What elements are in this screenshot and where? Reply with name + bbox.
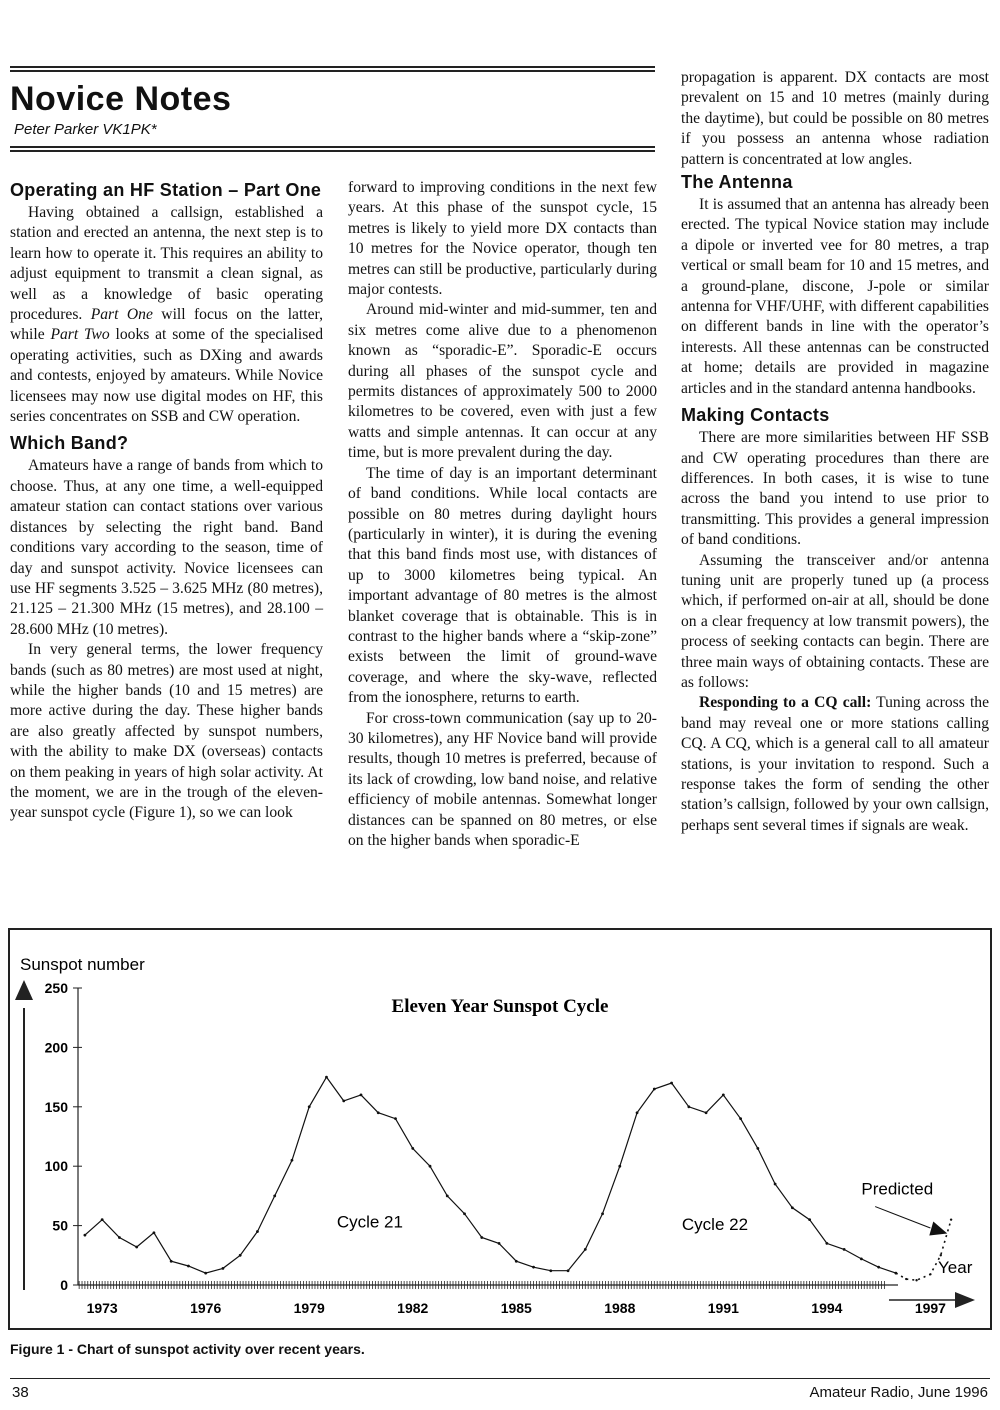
chart-marks bbox=[84, 1076, 953, 1282]
sunspot-point bbox=[273, 1195, 276, 1198]
page-number: 38 bbox=[12, 1384, 29, 1401]
sunspot-point bbox=[808, 1218, 811, 1221]
sunspot-point bbox=[135, 1246, 138, 1249]
x-tick-label: 1973 bbox=[86, 1300, 118, 1316]
sunspot-point bbox=[756, 1147, 759, 1150]
sunspot-point bbox=[515, 1260, 518, 1263]
footer-rule bbox=[10, 1378, 990, 1379]
sunspot-point bbox=[601, 1212, 604, 1215]
paragraph-band-2: In very general terms, the lower frequency bands (such as 80 metres) are most used at night, while the higher bands (10 and 15 metres) are more active during the day. These higher bands are also greatly affected by sunspot numbers, with the ability to make DX (overseas) contacts on them peaking in years of high solar activity. At the moment, we are in the trough of the eleven-year sunspot cycle (Figure 1), so we can look bbox=[10, 641, 323, 822]
y-tick-label: 150 bbox=[44, 1098, 68, 1115]
y-tick-label: 0 bbox=[60, 1277, 68, 1293]
paragraph-c2-3: The time of day is an important determinant of band conditions. While local contacts are possible on 80 metres during daylight hours (particularly in winter), it is during the evening that this band finds most use, with distances of up to 3000 kilometres being typical. An important advantage of 80 metres is the almost blanket coverage that is obtainable. This is in contrast to the higher bands where a “skip-zone” exists between the limit of ground-wave coverage, and where the sky-wave, reflected from the ionosphere, returns to earth. bbox=[348, 464, 657, 707]
sunspot-point bbox=[687, 1105, 690, 1108]
predicted-point bbox=[929, 1273, 931, 1275]
sunspot-series-line bbox=[85, 1077, 896, 1273]
x-tick-label: 1994 bbox=[811, 1300, 843, 1316]
chart-title: Eleven Year Sunspot Cycle bbox=[391, 996, 609, 1017]
sunspot-point bbox=[291, 1159, 294, 1162]
sunspot-point bbox=[774, 1183, 777, 1186]
sunspot-point bbox=[377, 1111, 380, 1114]
paragraph-c2-4: For cross-town communication (say up to 20-30 kilometres), any HF Novice band will provide results, though 10 metres is preferred, because of its lack of crowding, low band noise, and relative efficiency of mobile antennas. Somewhat longer distances can be spanned on 80 metres, or else on the higher bands when sporadic-E bbox=[348, 709, 657, 849]
y-tick-label: 50 bbox=[52, 1217, 68, 1234]
sunspot-point bbox=[308, 1105, 311, 1108]
y-axis-arrow-head bbox=[15, 980, 33, 1000]
x-axis-arrow-head bbox=[955, 1292, 975, 1308]
annotation-cycle-21: Cycle 21 bbox=[336, 1212, 403, 1232]
sunspot-point bbox=[739, 1117, 742, 1120]
paragraph-c2-1: forward to improving conditions in the next few years. At this phase of the sunspot cycle, 15 metres is likely to yield more DX contacts than 10 metres for the Novice operator, though ten metres can still be productive, particularly during major contests. bbox=[348, 179, 657, 299]
sunspot-point bbox=[394, 1117, 397, 1120]
predicted-pointer-head bbox=[929, 1222, 947, 1236]
predicted-point bbox=[940, 1254, 942, 1256]
sunspot-point bbox=[825, 1242, 828, 1245]
column-2 bbox=[348, 178, 657, 851]
sunspot-point bbox=[636, 1111, 639, 1114]
sunspot-point bbox=[843, 1248, 846, 1251]
annotation-cycle-22: Cycle 22 bbox=[681, 1214, 749, 1234]
y-axis-label: Sunspot number bbox=[20, 955, 145, 974]
column-3 bbox=[681, 68, 989, 836]
sunspot-point bbox=[653, 1088, 656, 1091]
sunspot-point bbox=[549, 1269, 552, 1272]
sunspot-point bbox=[204, 1272, 207, 1275]
author-byline: Peter Parker VK1PK* bbox=[14, 121, 157, 138]
sunspot-point bbox=[429, 1165, 432, 1168]
publication-line: Amateur Radio, June 1996 bbox=[809, 1384, 988, 1401]
header-rule-top bbox=[10, 66, 655, 72]
chart-axes bbox=[15, 955, 975, 1316]
sunspot-point bbox=[325, 1076, 328, 1079]
paragraph-c2-2: Around mid-winter and mid-summer, ten and six metres come alive due to a phenomenon known as “sporadic-E”. Sporadic-E occurs during all phases of the sunspot cycle and permits distances of approximately 500 to 2000 kilometres to be covered, even with just a few watts and simple antennas. It can occur at any time, but is more prevalent during the day. bbox=[348, 301, 657, 462]
sunspot-point bbox=[360, 1094, 363, 1097]
y-tick-label: 250 bbox=[44, 980, 68, 996]
annotation-predicted: Predicted bbox=[861, 1179, 934, 1199]
sunspot-point bbox=[705, 1111, 708, 1114]
x-tick-label: 1979 bbox=[293, 1300, 325, 1316]
predicted-pointer-line bbox=[875, 1207, 930, 1228]
figure-caption: Figure 1 - Chart of sunspot activity over recent years. bbox=[10, 1341, 365, 1357]
paragraph-antenna: It is assumed that an antenna has already been erected. The typical Novice station may include a dipole or inverted vee for 80 metres, a trap vertical or small beam for 10 and 15 metres, and a ground-plane, discone, J-pole or similar antenna for VHF/UHF, with different capabilities on different bands in line with the operator’s interests. All these antennas can be constructed at home; details are provided in magazine articles and in the standard antenna handbooks. bbox=[681, 196, 989, 397]
paragraph-band-1: Amateurs have a range of bands from which to choose. Thus, at any one time, a well-equipped amateur station can contact stations over various distances by selecting the right band. Band conditions vary according to the season, time of day and sunspot activity. Novice licensees can use HF segments 3.525 – 3.625 MHz (80 metres), 21.125 – 21.300 MHz (15 metres), and 28.100 – 28.600 MHz (10 metres). bbox=[10, 457, 323, 638]
sunspot-point bbox=[567, 1269, 570, 1272]
paragraph-c3-1: propagation is apparent. DX contacts are most prevalent on 15 and 10 metres (mainly during the daytime), but could be possible on 80 metres if you possess an antenna whose radiation pattern is concentrated at low angles. bbox=[681, 69, 989, 168]
sunspot-point bbox=[722, 1094, 725, 1097]
sunspot-point bbox=[256, 1230, 259, 1233]
sunspot-point bbox=[463, 1212, 466, 1215]
x-tick-label: 1976 bbox=[190, 1300, 222, 1316]
header-rule-bottom bbox=[10, 146, 655, 152]
y-tick-label: 200 bbox=[44, 1039, 68, 1056]
x-tick-label: 1997 bbox=[914, 1300, 946, 1316]
sunspot-point bbox=[498, 1242, 501, 1245]
sunspot-point bbox=[532, 1266, 535, 1269]
paragraph-intro: Having obtained a callsign, established a station and erected an antenna, the next step is to learn how to operate it. This requires an ability to adjust equipment to transmit a clean signal, as well as a knowledge of basic operating procedures. Part One will focus on the latter, while Part Two looks at some of the specialised operating activities, such as DXing and awards and contests, enjoyed by amateurs. While Novice licensees may now use digital modes on HF, this series concentrates on SSB and CW operation. bbox=[10, 204, 323, 426]
predicted-point bbox=[950, 1218, 952, 1220]
heading-operating: Operating an HF Station – Part One bbox=[10, 180, 322, 200]
x-tick-label: 1982 bbox=[397, 1300, 429, 1316]
column-1 bbox=[10, 178, 323, 824]
sunspot-point bbox=[222, 1267, 225, 1270]
sunspot-point bbox=[411, 1147, 414, 1150]
predicted-point bbox=[915, 1279, 917, 1281]
sunspot-chart bbox=[10, 930, 990, 1328]
paragraph-contacts-2: Assuming the transceiver and/or antenna tuning unit are properly tuned up (a process which, if performed on-air at all, should be done on a clear frequency at low transmit powers), the process of seeking contacts can begin. There are three main ways of obtaining contacts. These are as follows: bbox=[681, 551, 989, 691]
sunspot-point bbox=[860, 1257, 863, 1260]
sunspot-point bbox=[187, 1265, 190, 1268]
sunspot-point bbox=[618, 1165, 621, 1168]
x-tick-label: 1991 bbox=[707, 1300, 739, 1316]
sunspot-point bbox=[670, 1082, 673, 1085]
page-title: Novice Notes bbox=[10, 80, 232, 118]
predicted-point bbox=[895, 1272, 897, 1274]
sunspot-point bbox=[342, 1099, 345, 1102]
x-axis-label: Year bbox=[938, 1258, 973, 1277]
sunspot-point bbox=[153, 1231, 156, 1234]
paragraph-cq: Responding to a CQ call: Tuning across the band may reveal one or more stations calling CQ. A CQ, which is a general call to all amateur stations, is your invitation to respond. Such a response takes the form of sending the other station’s callsign, followed by your own callsign, perhaps sent several times if signals are weak. bbox=[681, 694, 990, 834]
heading-making-contacts: Making Contacts bbox=[681, 405, 830, 426]
paragraph-contacts-1: There are more similarities between HF SSB and CW operating procedures than there are differences. In both cases, it is wise to tune across the band you intend to use prior to transmitting. This provides a general impression of band conditions. bbox=[681, 429, 989, 549]
sunspot-point bbox=[791, 1206, 794, 1209]
sunspot-point bbox=[101, 1218, 104, 1221]
sunspot-point bbox=[584, 1248, 587, 1251]
heading-antenna: The Antenna bbox=[681, 172, 793, 193]
x-tick-label: 1988 bbox=[604, 1300, 636, 1316]
sunspot-point bbox=[446, 1195, 449, 1198]
sunspot-point bbox=[118, 1236, 121, 1239]
figure-1-frame bbox=[8, 928, 992, 1330]
sunspot-point bbox=[480, 1236, 483, 1239]
sunspot-point bbox=[239, 1254, 242, 1257]
sunspot-point bbox=[877, 1266, 880, 1269]
sunspot-point bbox=[170, 1260, 173, 1263]
heading-which-band: Which Band? bbox=[10, 433, 129, 454]
x-tick-label: 1985 bbox=[500, 1300, 532, 1316]
y-tick-label: 100 bbox=[44, 1158, 68, 1175]
predicted-point bbox=[905, 1278, 907, 1280]
sunspot-point bbox=[84, 1234, 87, 1237]
